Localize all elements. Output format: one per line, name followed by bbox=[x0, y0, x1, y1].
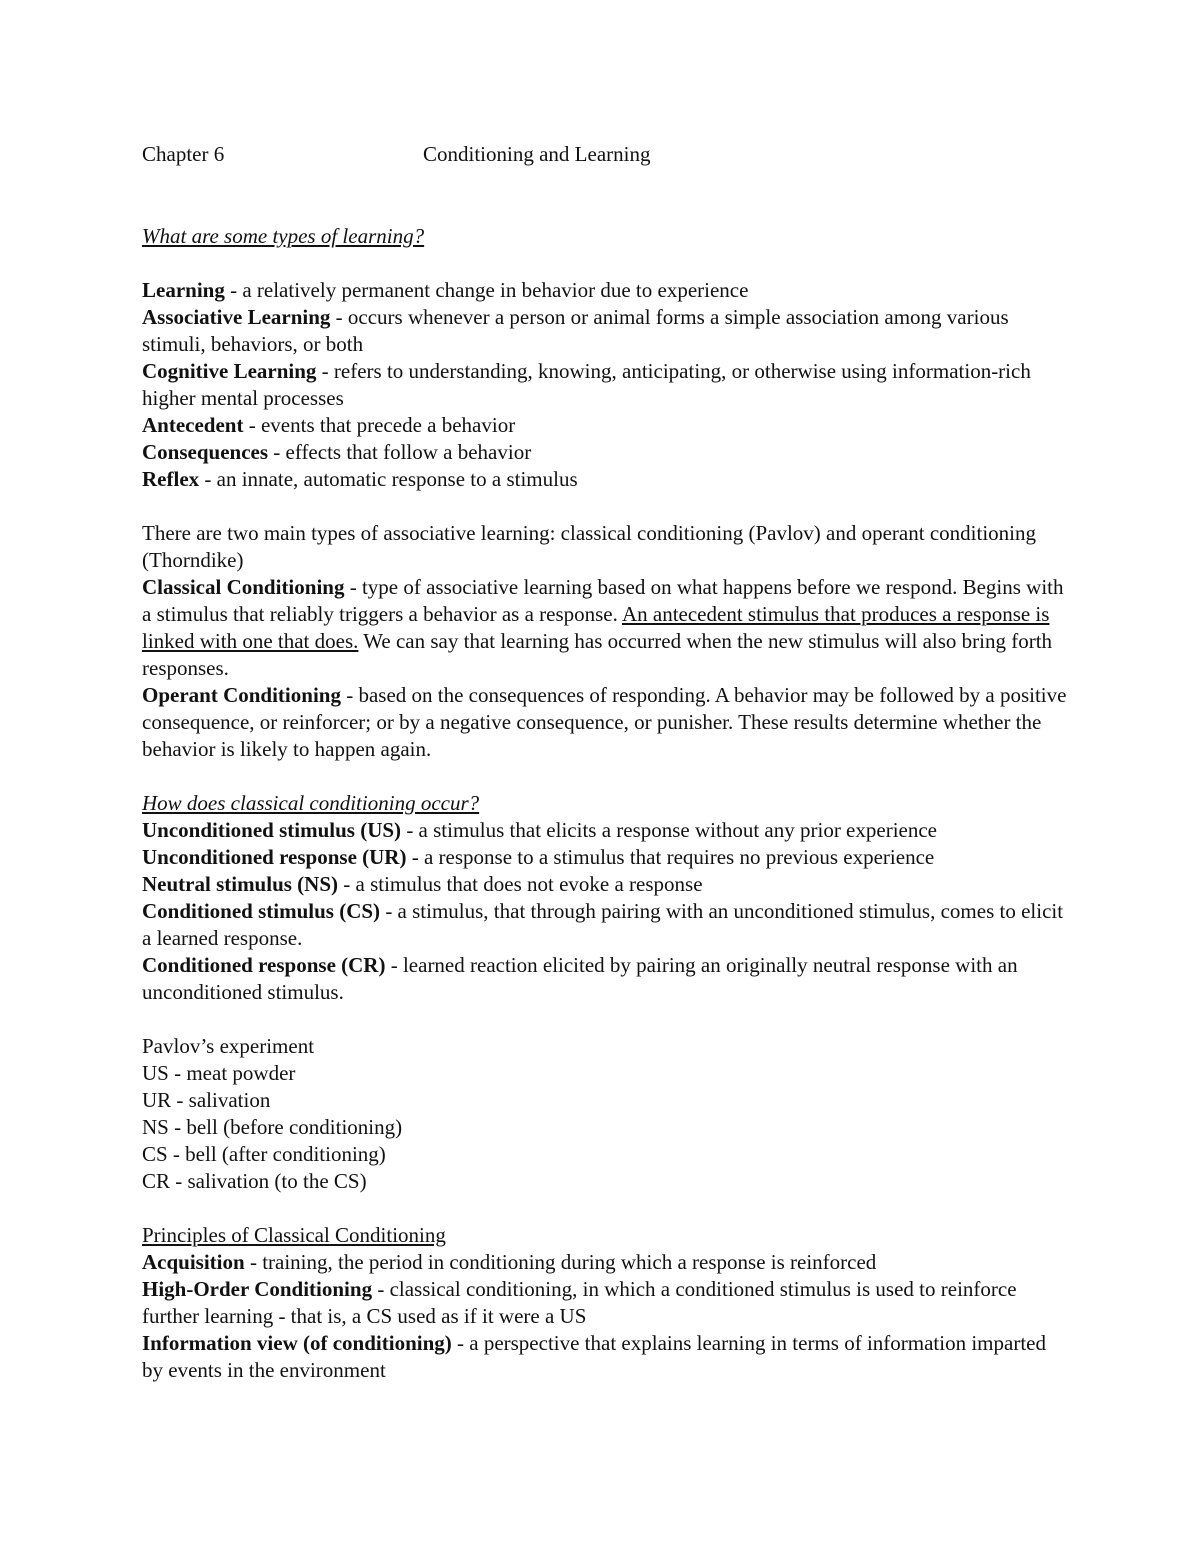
list-item: NS - bell (before conditioning) bbox=[142, 1115, 403, 1139]
list-item: US - meat powder bbox=[142, 1061, 296, 1085]
definition-item bbox=[142, 871, 1072, 898]
definition-item bbox=[142, 952, 1072, 1006]
term: Learning bbox=[142, 278, 225, 302]
term: Classical Conditioning bbox=[142, 575, 345, 599]
definition-item bbox=[142, 412, 1072, 439]
definition-item bbox=[142, 898, 1072, 952]
definition-item bbox=[142, 844, 1072, 871]
definition-item bbox=[142, 1249, 1072, 1276]
definition-list bbox=[142, 817, 1072, 1006]
definition: - occurs whenever a person or animal forms a simple association among various stimuli, behaviors, or both bbox=[142, 305, 1009, 356]
chapter-title: Conditioning and Learning bbox=[423, 142, 651, 166]
definition: - refers to understanding, knowing, anticipating, or otherwise using information-rich higher mental processes bbox=[142, 359, 1031, 410]
term: Cognitive Learning bbox=[142, 359, 317, 383]
definition: - events that precede a behavior bbox=[243, 413, 516, 437]
term: Acquisition bbox=[142, 1250, 245, 1274]
term: Antecedent bbox=[142, 413, 244, 437]
definition-list bbox=[142, 277, 1072, 493]
definition-continued: We can say that learning has occurred when the new stimulus will also bring forth responses. bbox=[142, 629, 1053, 680]
definition-item bbox=[142, 466, 1072, 493]
list-item: CR - salivation (to the CS) bbox=[142, 1169, 367, 1193]
definition: - type of associative learning based on what happens before we respond. Begins with a stimulus that reliably triggers a behavior as a response. bbox=[142, 575, 1064, 626]
term: Reflex bbox=[142, 467, 200, 491]
definition-item bbox=[142, 1276, 1072, 1330]
definition: - training, the period in conditioning during which a response is reinforced bbox=[244, 1250, 877, 1274]
term: High-Order Conditioning bbox=[142, 1277, 373, 1301]
definition: - a perspective that explains learning in terms of information imparted by events in the environment bbox=[142, 1331, 1046, 1382]
definition: - an innate, automatic response to a stimulus bbox=[199, 467, 578, 491]
definition-item-classical bbox=[142, 574, 1072, 682]
definition: - classical conditioning, in which a conditioned stimulus is used to reinforce further learning - that is, a CS used as if it were a US bbox=[142, 1277, 1017, 1328]
definition-item bbox=[142, 439, 1072, 466]
term: Conditioned stimulus (CS) bbox=[142, 899, 381, 923]
definition: - a relatively permanent change in behavior due to experience bbox=[224, 278, 749, 302]
associative-learning-intro: There are two main types of associative learning: classical conditioning (Pavlov) and operant conditioning (Thorndike) bbox=[142, 521, 1036, 572]
definition-item bbox=[142, 304, 1072, 358]
definition-item bbox=[142, 358, 1072, 412]
section-heading-types-of-learning: What are some types of learning? bbox=[142, 224, 425, 248]
definition: - effects that follow a behavior bbox=[268, 440, 532, 464]
section-heading-classical-conditioning: How does classical conditioning occur? bbox=[142, 791, 480, 815]
definition: - learned reaction elicited by pairing an originally neutral response with an unconditioned stimulus. bbox=[142, 953, 1018, 1004]
definition: - a stimulus, that through pairing with an unconditioned stimulus, comes to elicit a learned response. bbox=[142, 899, 1064, 950]
chapter-number: Chapter 6 bbox=[142, 142, 225, 166]
definition: - a response to a stimulus that requires no previous experience bbox=[406, 845, 935, 869]
list-item: CS - bell (after conditioning) bbox=[142, 1142, 386, 1166]
term: Information view (of conditioning) bbox=[142, 1331, 452, 1355]
term: Neutral stimulus (NS) bbox=[142, 872, 339, 896]
definition: - a stimulus that elicits a response without any prior experience bbox=[401, 818, 937, 842]
term: Unconditioned response (UR) bbox=[142, 845, 407, 869]
term: Conditioned response (CR) bbox=[142, 953, 386, 977]
term: Operant Conditioning bbox=[142, 683, 341, 707]
underlined-definition: An antecedent stimulus that produces a response is linked with one that does. bbox=[142, 602, 1050, 653]
document-header bbox=[142, 141, 1072, 171]
definition-list bbox=[142, 1249, 1072, 1384]
term: Unconditioned stimulus (US) bbox=[142, 818, 402, 842]
document-body bbox=[142, 141, 1072, 1384]
definition-item bbox=[142, 277, 1072, 304]
term: Associative Learning bbox=[142, 305, 331, 329]
definition-item-operant bbox=[142, 682, 1072, 763]
pavlov-experiment-heading: Pavlov’s experiment bbox=[142, 1034, 315, 1058]
definition: - a stimulus that does not evoke a response bbox=[338, 872, 703, 896]
pavlov-experiment-list bbox=[142, 1060, 1072, 1195]
principles-heading-text: Principles of Classical Conditioning bbox=[142, 1223, 446, 1247]
definition: - based on the consequences of responding. A behavior may be followed by a positive consequence, or reinforcer; or by a negative consequence, or punisher. These results determine whether the behavior is likely to happen again. bbox=[142, 683, 1067, 761]
section-heading-principles bbox=[142, 1222, 1072, 1249]
definition-item bbox=[142, 1330, 1072, 1384]
list-item: UR - salivation bbox=[142, 1088, 271, 1112]
definition-item bbox=[142, 817, 1072, 844]
term: Consequences bbox=[142, 440, 269, 464]
